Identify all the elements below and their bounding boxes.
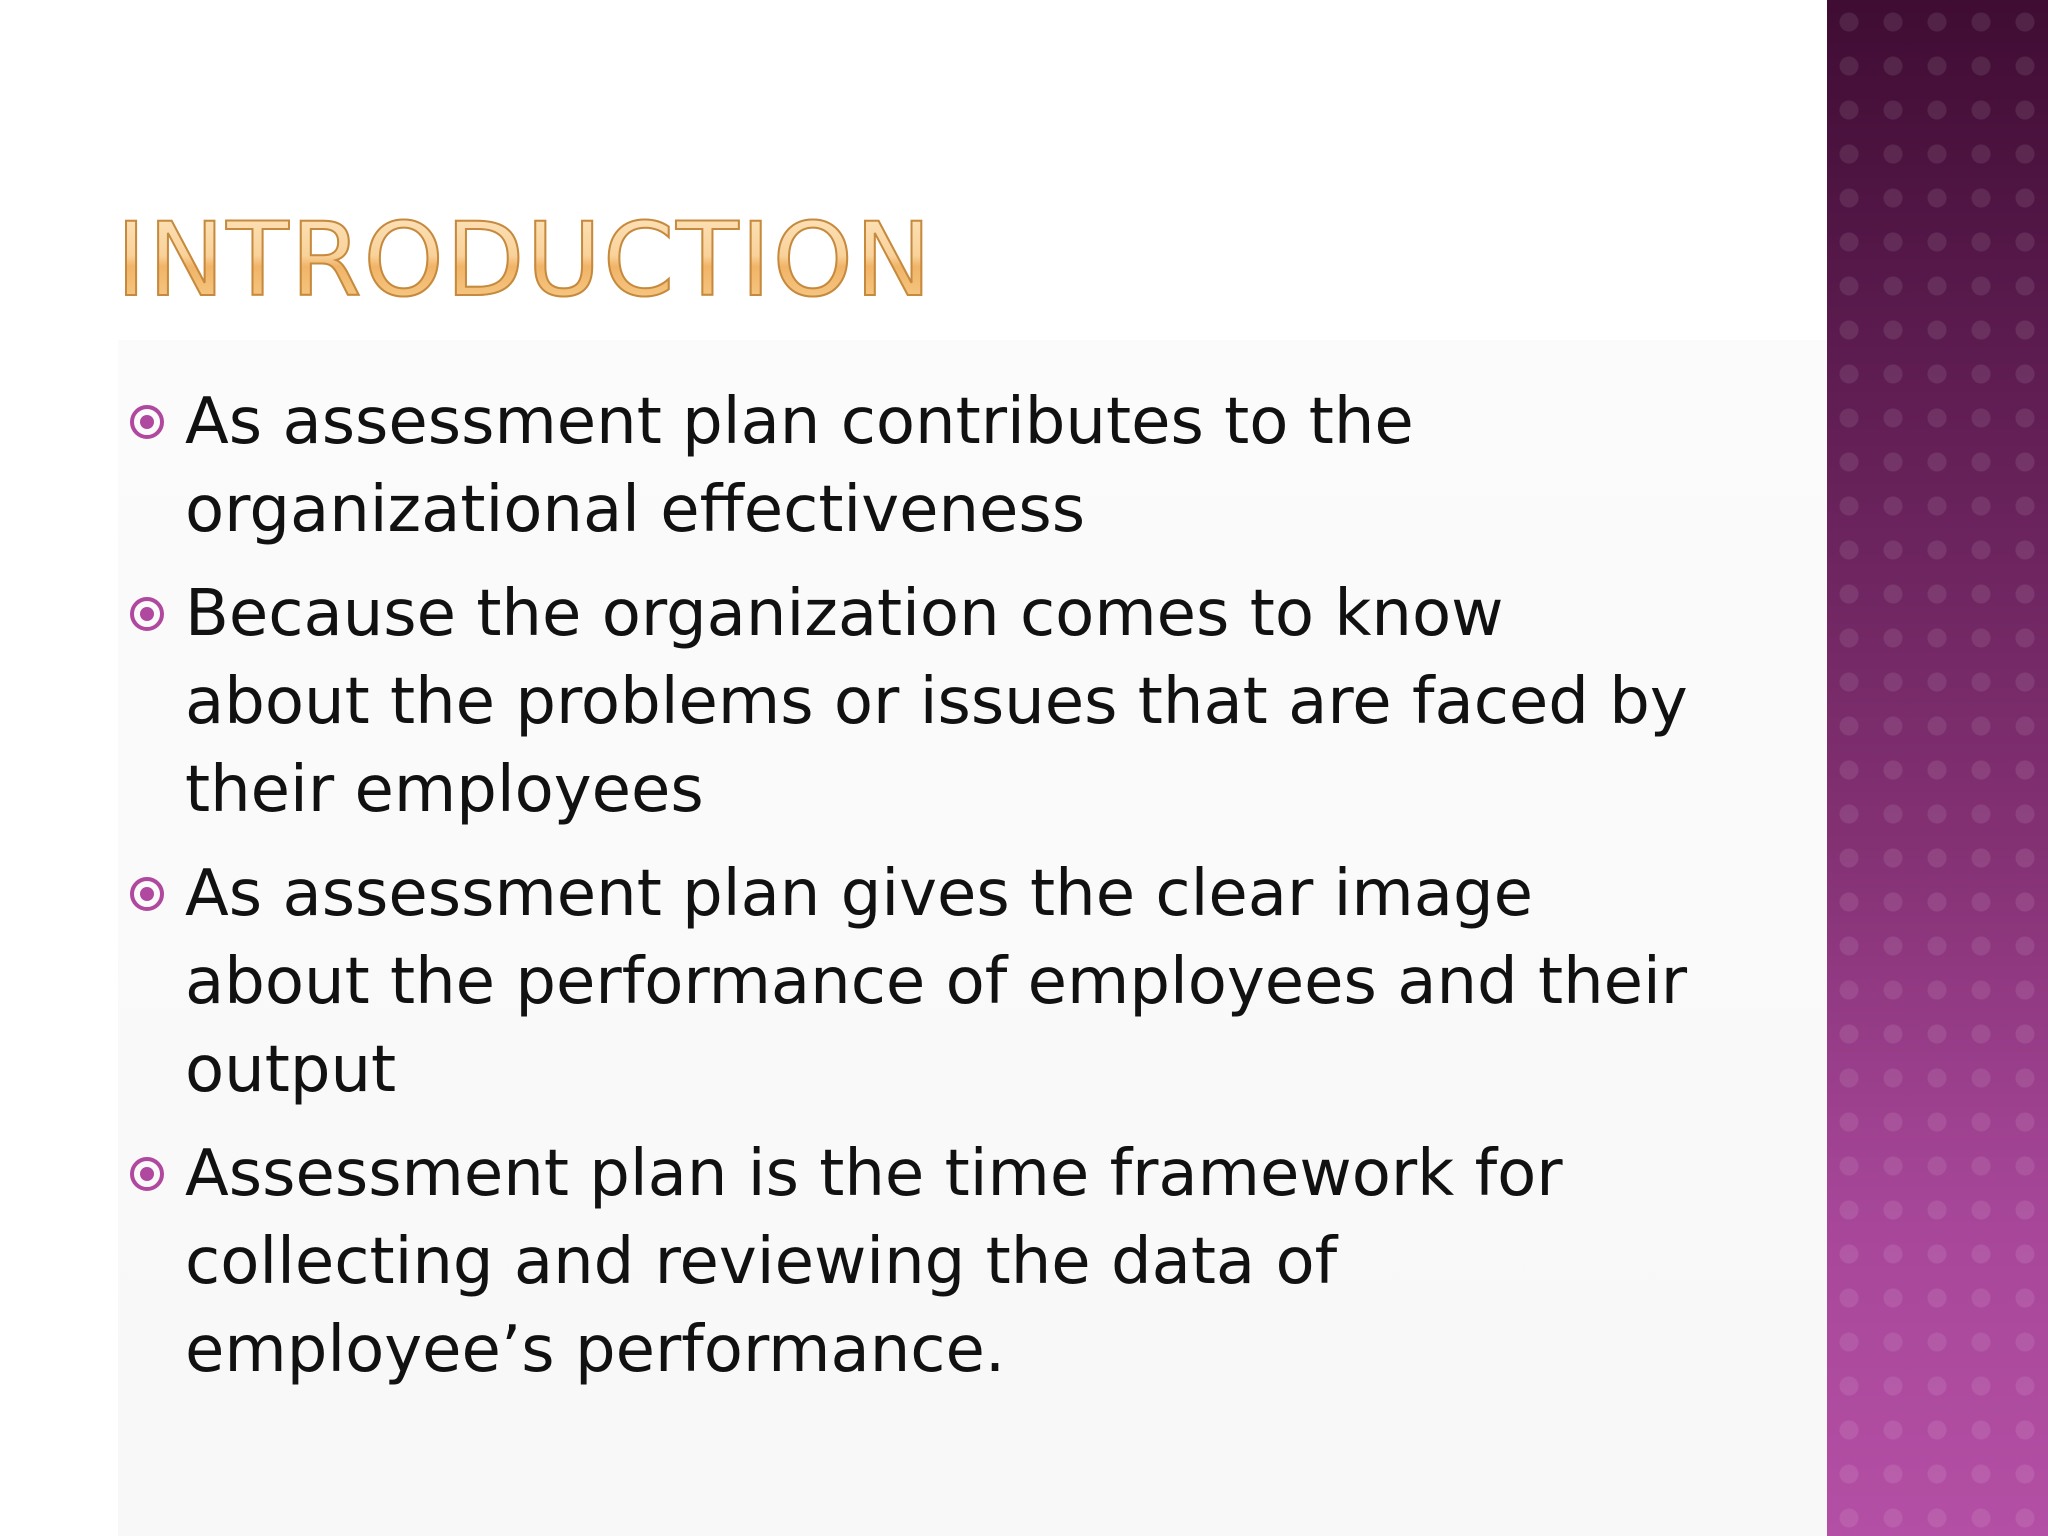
decorative-sidebar <box>1827 0 2048 1536</box>
radio-bullet-icon <box>130 405 164 439</box>
radio-bullet-icon <box>130 1157 164 1191</box>
slide-title: INTRODUCTION <box>116 201 934 320</box>
radio-bullet-icon <box>130 597 164 631</box>
radio-bullet-icon <box>130 877 164 911</box>
sidebar-pattern <box>1827 0 2048 1536</box>
bullet-text: As assessment plan gives the clear image about the performance of employees and their output <box>185 857 1688 1107</box>
bullet-list <box>130 378 1690 1410</box>
bullet-text: As assessment plan contributes to the organizational effectiveness <box>185 385 1414 547</box>
bullet-text: Because the organization comes to know about the problems or issues that are faced by their employees <box>185 577 1688 827</box>
bullet-text: Assessment plan is the time framework for collecting and reviewing the data of employee’s performance. <box>185 1137 1563 1387</box>
bullet-item <box>130 570 1690 834</box>
bullet-item <box>130 1130 1690 1394</box>
bullet-item <box>130 850 1690 1114</box>
bullet-item <box>130 378 1690 554</box>
